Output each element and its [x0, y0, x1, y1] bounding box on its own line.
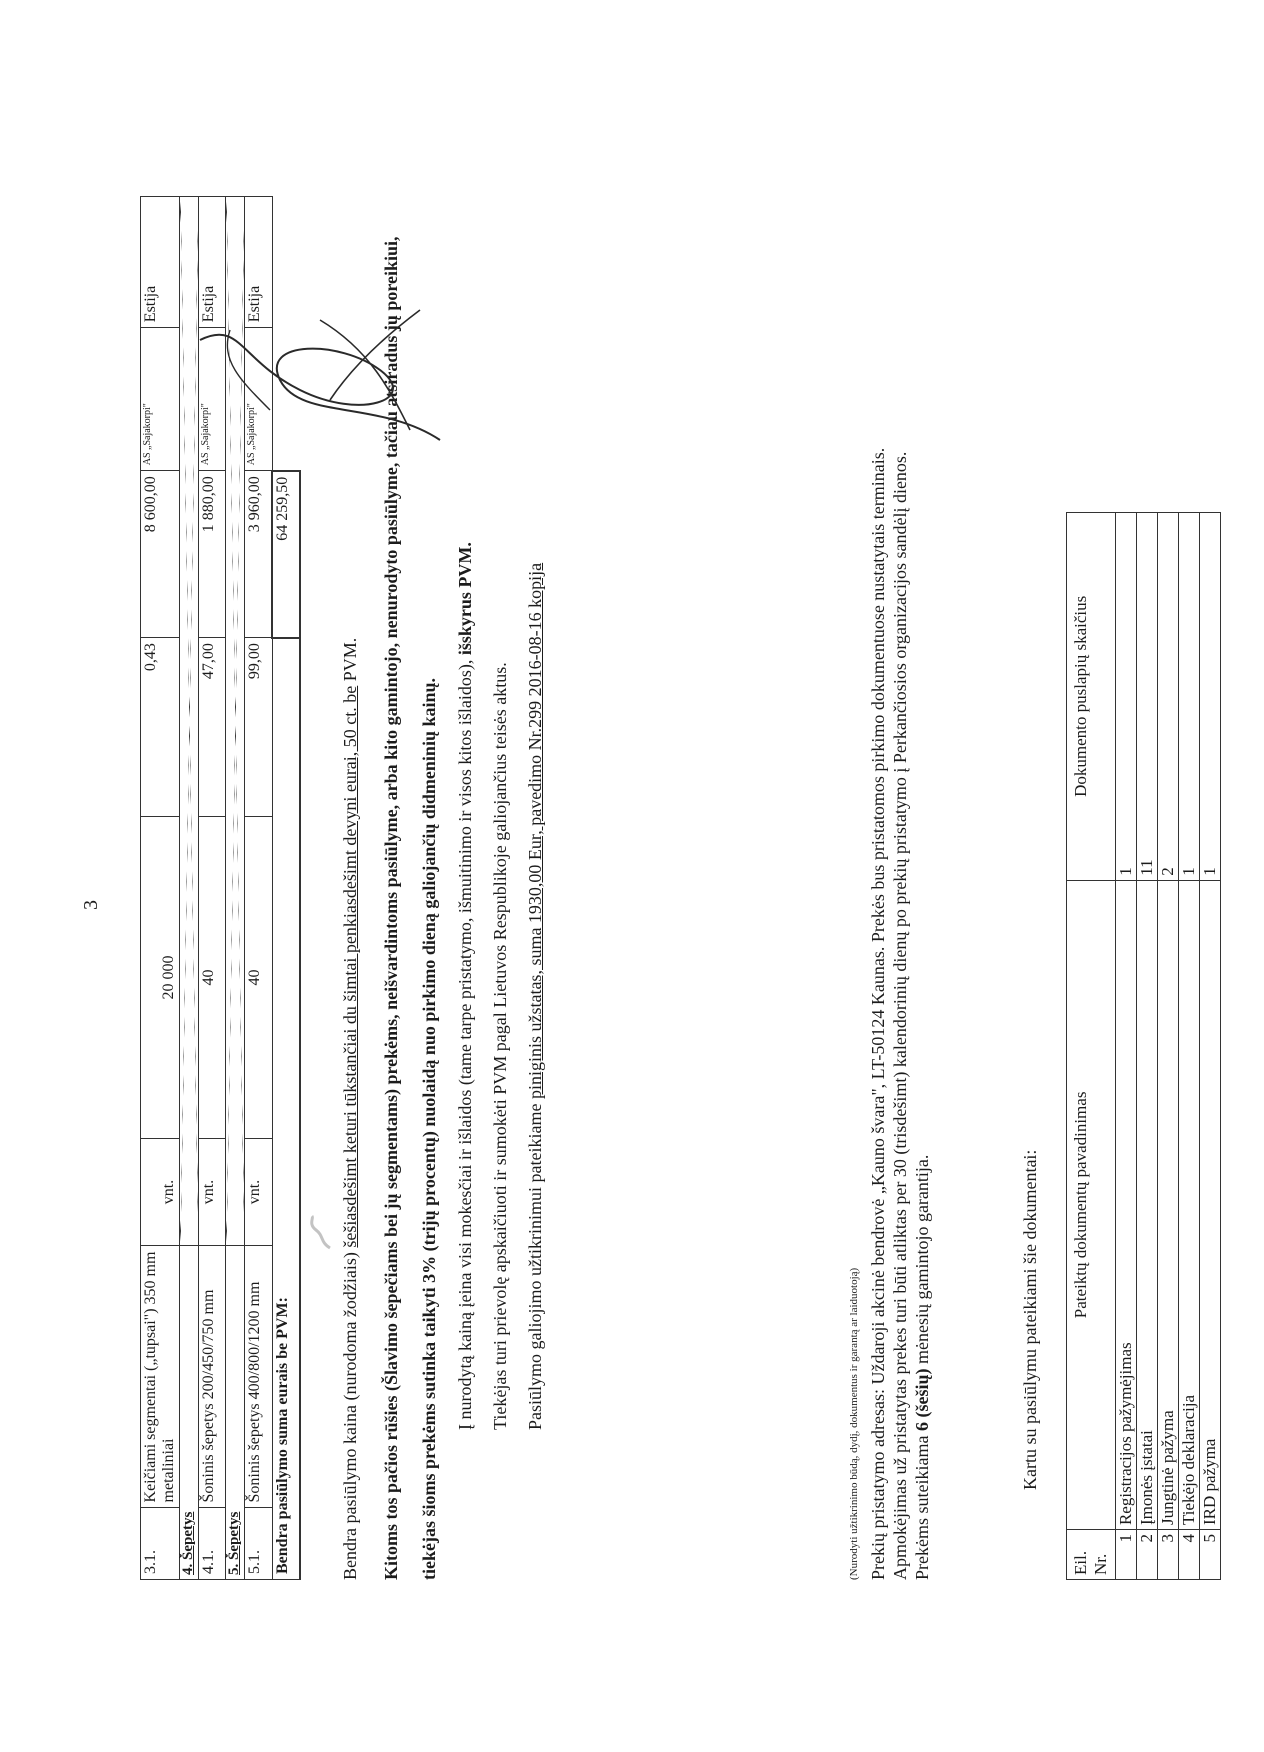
- item-nr: 3.1.: [141, 1508, 180, 1580]
- doc-pages: 11: [1137, 513, 1158, 881]
- item-price: 0,43: [141, 638, 180, 817]
- item-nr: 5.1.: [245, 1508, 273, 1580]
- doc-name: Jungtinė pažyma: [1158, 880, 1179, 1529]
- total-label: Bendra pasiūlymo suma eurais be PVM:: [272, 638, 300, 1580]
- docs-header-row: [1067, 513, 1116, 1580]
- doc-nr: 2: [1137, 1530, 1158, 1580]
- docs-header-nr: Eil. Nr.: [1067, 1530, 1116, 1580]
- doc-pages: 1: [1116, 513, 1137, 881]
- ink-smudge: [310, 1214, 336, 1250]
- table-row: [1200, 513, 1221, 1580]
- section-label: 4. Šepetys: [180, 1246, 199, 1580]
- item-qty: 20 000: [141, 817, 180, 1139]
- guarantee-paragraph: [523, 200, 548, 1580]
- doc-name: Įmonės įstatai: [1137, 880, 1158, 1529]
- section-label: 5. Šepetys: [226, 1246, 245, 1580]
- item-producer: AS „Sajakorpi": [245, 328, 273, 471]
- docs-intro: Kartu su pasiūlymu pateikiami šie dokumentai:: [1020, 1149, 1040, 1490]
- payment-paragraph: Apmokėjimas už pristatytas prekes turi būti atliktas per 30 (trisdešimt) kalendorinių dienų po prekių pristatymo į Perkančiosios organizacijos sandėlį dienos.: [889, 451, 910, 1580]
- item-country: Estija: [141, 197, 180, 328]
- item-country: Estija: [245, 197, 273, 328]
- page-number: 3: [80, 900, 102, 910]
- included-bold: išskyrus PVM.: [454, 542, 475, 656]
- table-row: [1179, 513, 1200, 1580]
- price-words: šešiasdešimt keturi tūkstančiai du šimtai penkiasdešimt devyni eurai, 50 ct. be: [340, 685, 360, 1248]
- doc-name: IRD pažyma: [1200, 880, 1221, 1529]
- guarantee-prefix: Pasiūlymo galiojimo užtikrinimui pateikiame: [525, 1099, 546, 1430]
- warranty-prefix: Prekėms suteikiama: [911, 1431, 932, 1580]
- warranty-bold: 6 (šešių): [911, 1368, 932, 1432]
- doc-pages: 2: [1158, 513, 1179, 881]
- docs-header-name: Pateiktų dokumentų pavadinimas: [1067, 880, 1116, 1529]
- signature-image: [180, 300, 460, 460]
- guarantee-note: (Nurodyti užtikrinimo būdą, dydį, dokumentus ir garantą ar laiduotoją): [848, 1267, 860, 1580]
- doc-name: Registracijos pažymėjimas: [1116, 880, 1137, 1529]
- item-country: Estija: [199, 197, 226, 328]
- guarantee-value: piniginis užstatas, suma 1930,00 Eur, pavedimo Nr.299 2016-08-16 kopija: [525, 562, 546, 1100]
- price-prefix: Bendra pasiūlymo kaina (nurodoma žodžiais): [340, 1247, 360, 1580]
- item-price: 99,00: [245, 638, 273, 817]
- table-row: [1158, 513, 1179, 1580]
- docs-header-pages: Dokumento puslapių skaičius: [1067, 513, 1116, 881]
- warranty-suffix: mėnesių gamintojo garantija.: [911, 1154, 932, 1369]
- included-text: Į nurodytą kainą įeina visi mokesčiai ir išlaidos (tame tarpe pristatymo, išmuitinimo ir visos kitos išlaidos),: [454, 655, 475, 1430]
- doc-nr: 4: [1179, 1530, 1200, 1580]
- item-name: Šoninis šepetys 400/800/1200 mm: [245, 1246, 273, 1508]
- item-nr: 4.1.: [199, 1508, 226, 1580]
- item-producer: AS „Sajakorpi": [141, 328, 180, 471]
- item-sum: 1 880,00: [199, 471, 226, 638]
- discount-paragraph: Kitoms tos pačios rūšies (Šlavimo šepečiams bei jų segmentams) prekėms, neišvardintoms pasiūlyme, arba kito gamintojo, nenurodyto pasiūlyme, tačiau atsiradus jų poreikiui, tiekėjas šioms prekėms sutinka taikyti 3% (trijų procentų) nuolaidą nuo pirkimo dieną galiojančių didmeninių kainų.: [381, 236, 439, 1580]
- item-qty: 40: [199, 817, 226, 1139]
- table-row: [1116, 513, 1137, 1580]
- rotated-content: [80, 160, 1219, 1580]
- doc-pages: 1: [1200, 513, 1221, 881]
- warranty-paragraph: [912, 200, 934, 1580]
- item-sum: 3 960,00: [245, 471, 273, 638]
- item-sum: 8 600,00: [141, 471, 180, 638]
- total-value: 64 259,50: [272, 471, 300, 638]
- table-row: [1137, 513, 1158, 1580]
- doc-nr: 5: [1200, 1530, 1221, 1580]
- price-suffix: PVM.: [340, 637, 360, 686]
- doc-name: Tiekėjo deklaracija: [1179, 880, 1200, 1529]
- item-unit: vnt.: [245, 1138, 273, 1245]
- delivery-paragraph: Prekių pristatymo adresas: Uždaroji akcinė bendrovė „Kauno švara", LT-50124 Kaunas. Prekės bus pristatomos pirkimo dokumentuose nustatytais terminais.: [868, 447, 888, 1580]
- item-name: Keičiami segmentai („tupsai") 350 mm metaliniai: [141, 1246, 180, 1508]
- item-name: Šoninis šepetys 200/450/750 mm: [199, 1246, 226, 1508]
- doc-nr: 3: [1158, 1530, 1179, 1580]
- terms-block: [868, 200, 934, 1580]
- item-producer: AS „Sajakorpi": [199, 328, 226, 471]
- item-unit: vnt.: [199, 1138, 226, 1245]
- vat-paragraph: Tiekėjas turi prievolę apskaičiuoti ir sumokėti PVM pagal Lietuvos Respublikoje galiojančius teisės aktus.: [489, 662, 510, 1430]
- doc-nr: 1: [1116, 1530, 1137, 1580]
- doc-pages: 1: [1179, 513, 1200, 881]
- documents-table: [1066, 512, 1221, 1580]
- item-unit: vnt.: [141, 1138, 180, 1245]
- table-row: [141, 197, 180, 1580]
- item-qty: 40: [245, 817, 273, 1139]
- item-price: 47,00: [199, 638, 226, 817]
